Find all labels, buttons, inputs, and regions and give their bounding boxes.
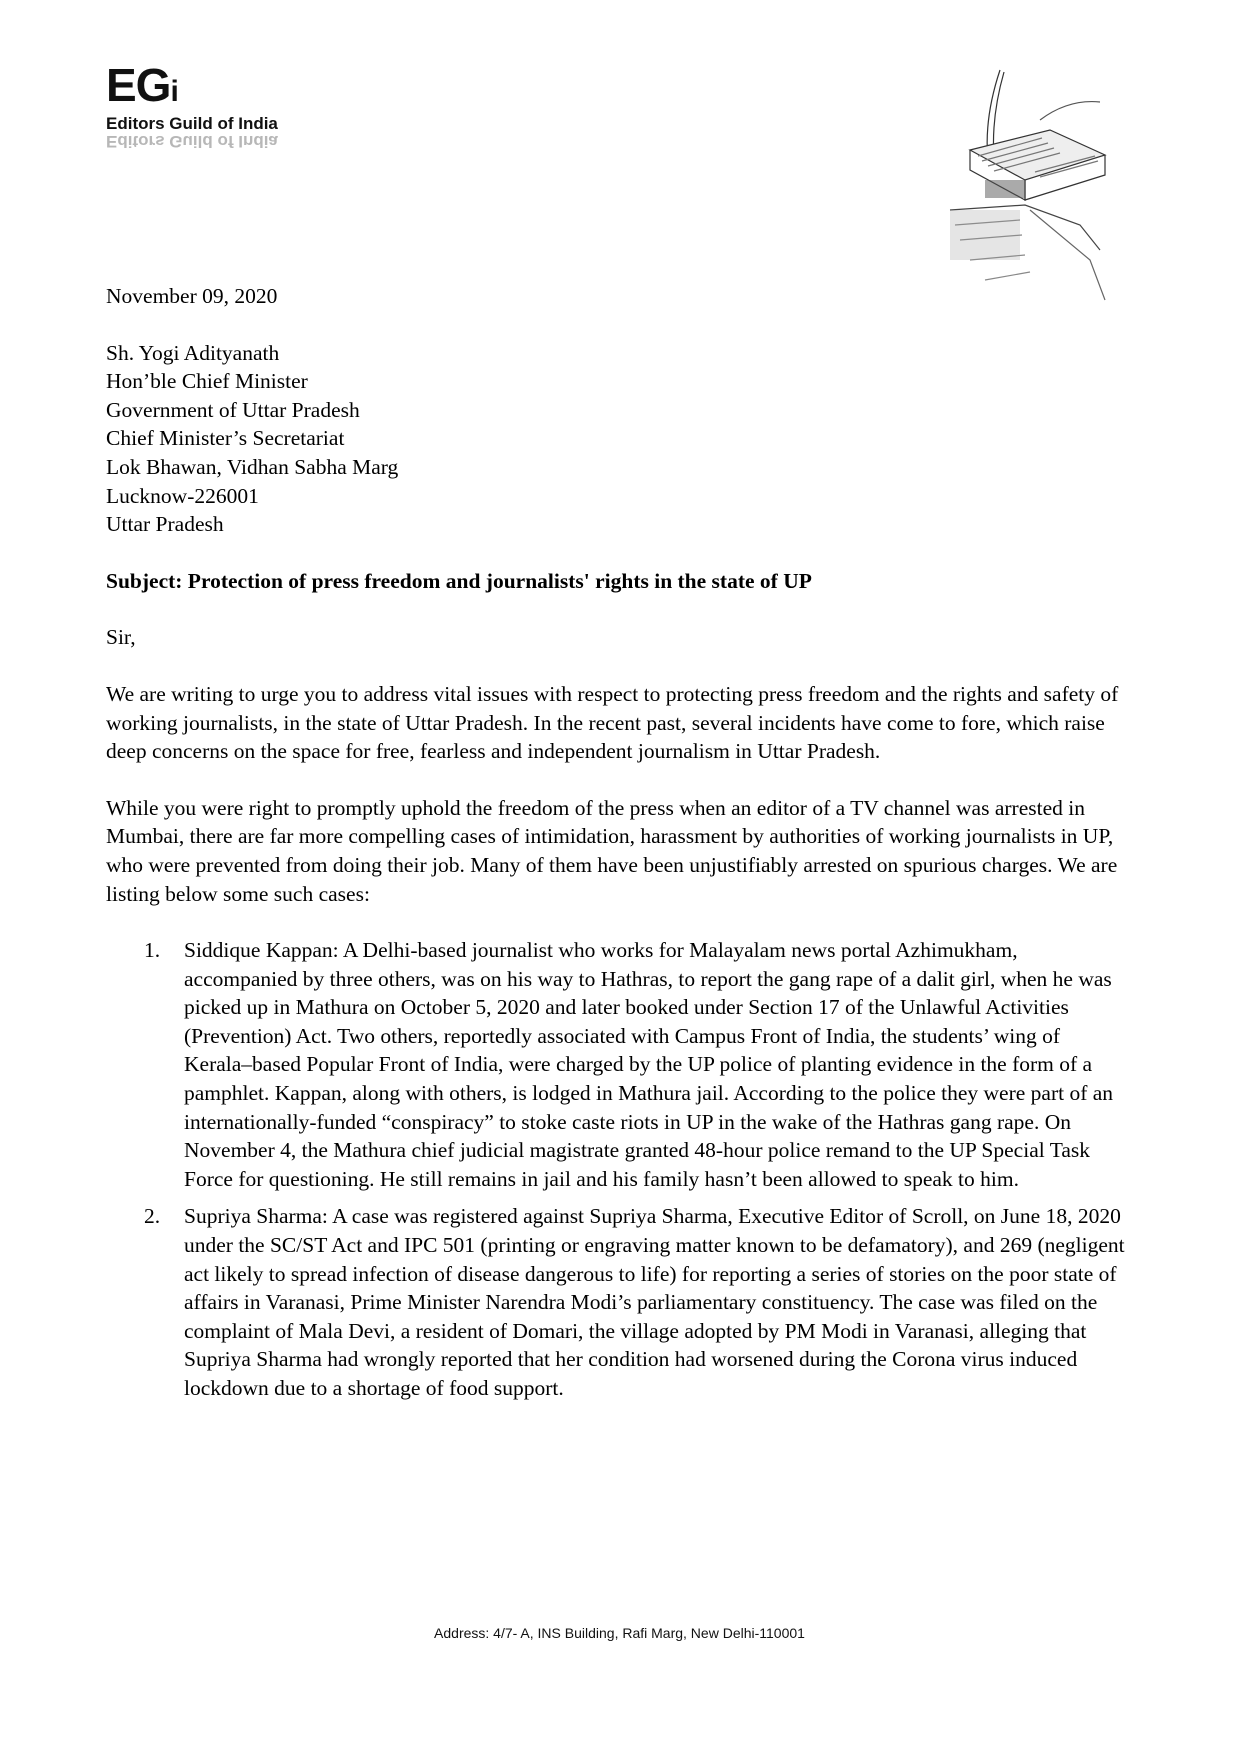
list-item	[106, 1202, 1126, 1402]
paragraph: We are writing to urge you to address vital issues with respect to protecting press freedom and the rights and safety of working journalists, in the state of Uttar Pradesh. In the recent past, several incidents have come to fore, which raise deep concerns on the space for free, fearless and independent journalism in Uttar Pradesh.	[106, 681, 1119, 764]
editors-guild-logo	[106, 59, 296, 151]
list-item-text: Supriya Sharma: A case was registered against Supriya Sharma, Executive Editor of Scroll, on June 18, 2020 under the SC/ST Act and IPC 501 (printing or engraving matter known to be defamatory), and 269 (negligent act likely to spread infection of disease dangerous to life) for reporting a series of stories on the poor state of affairs in Varanasi, Prime Minister Narendra Modi’s parliamentary constituency. The case was filed on the complaint of Mala Devi, a resident of Domari, the village adopted by PM Modi in Varanasi, alleging that Supriya Sharma had wrongly reported that her condition had worsened during the Corona virus induced lockdown due to a shortage of food support.	[184, 1204, 1125, 1400]
paragraph: While you were right to promptly uphold the freedom of the press when an editor of a TV channel was arrested in Mumbai, there are far more compelling cases of intimidation, harassment by authorities of working journalists in UP, who were prevented from doing their job. Many of them have been unjustifiably arrested on spurious charges. We are listing below some such cases:	[106, 795, 1118, 906]
recipient-line: Lucknow-226001	[106, 483, 259, 508]
logo-name: Editors Guild of India	[106, 114, 278, 133]
recipient-address	[106, 339, 1126, 539]
recipient-line: Sh. Yogi Adityanath	[106, 340, 280, 365]
salutation: Sir,	[106, 625, 136, 650]
book-and-quill-emblem-icon	[930, 60, 1130, 310]
logo-name-reflection: Editors Guild of India	[106, 132, 278, 151]
letter-subject: Subject: Protection of press freedom and journalists' rights in the state of UP	[106, 568, 812, 593]
letter-date: November 09, 2020	[106, 284, 278, 308]
recipient-line: Government of Uttar Pradesh	[106, 397, 360, 422]
footer-address: Address: 4/7- A, INS Building, Rafi Marg, New Delhi-110001	[434, 1625, 805, 1641]
list-item	[106, 936, 1126, 1193]
list-item-text: Siddique Kappan: A Delhi-based journalist who works for Malayalam news portal Azhimukham, accompanied by three others, was on his way to Hathras, to report the gang rape of a dalit girl, when he was picked up in Mathura on October 5, 2020 and later booked under Section 17 of the Unlawful Activities (Prevention) Act. Two others, reportedly associated with Campus Front of India, the students’ wing of Kerala–based Popular Front of India, were charged by the UP police of planting evidence in the form of a pamphlet. Kappan, along with others, is lodged in Mathura jail. According to the police they were part of an internationally-funded “conspiracy” to stoke caste riots in UP in the wake of the Hathras gang rape. On November 4, the Mathura chief judicial magistrate granted 48-hour police remand to the UP Special Task Force for questioning. He still remains in jail and his family hasn’t been allowed to speak to him.	[184, 938, 1114, 1191]
cases-list	[106, 936, 1126, 1403]
recipient-line: Chief Minister’s Secretariat	[106, 426, 345, 451]
logo-mark: EGi	[106, 59, 178, 111]
list-item-number: 1.	[144, 938, 161, 963]
recipient-line: Hon’ble Chief Minister	[106, 369, 308, 394]
recipient-line: Lok Bhawan, Vidhan Sabha Marg	[106, 454, 399, 479]
letter-body	[106, 282, 1126, 1412]
recipient-line: Uttar Pradesh	[106, 512, 224, 537]
list-item-number: 2.	[144, 1204, 161, 1229]
